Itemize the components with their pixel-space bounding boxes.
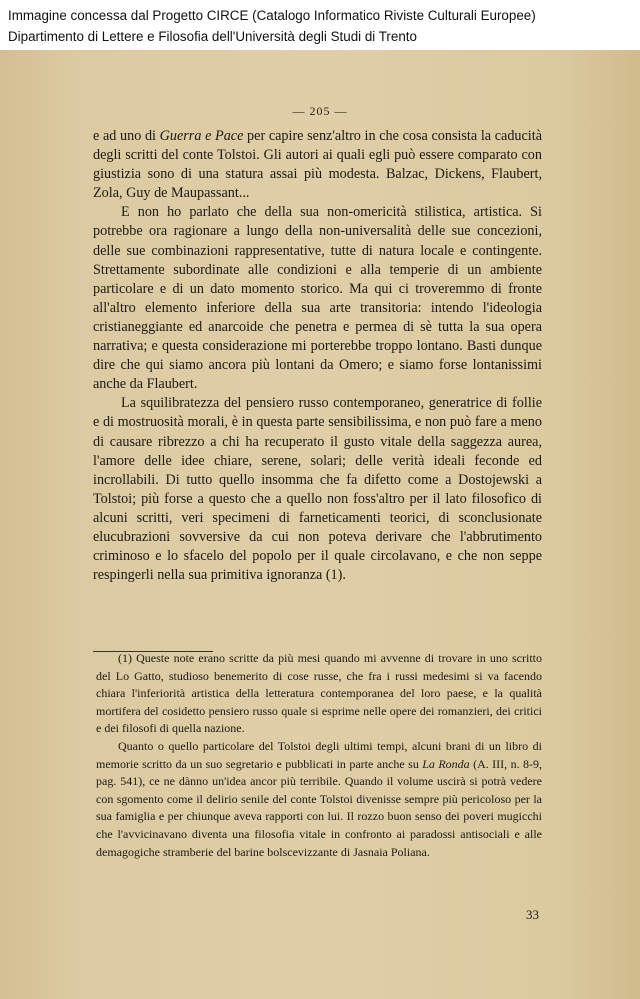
footnote-2-text-b: (A. III, n. 8-9, pag. 541), ce ne dànno un'idea ancor più terribile. Quando il volume uscirà si potrà vedere con sgomento come il delirio senile del conte Tolstoi divenisse sempre più pericoloso per la sua famiglia e per chiunque aveva rapporti con lui. Il rozzo buon senso dei poveri mugicchi che l'avvicinavano diventa una filosofia vitale in confronto ai paradossi antisociali e alle demagogiche stramberie del barine bolscevizzante di Jasnaia Poliana. (96, 756, 542, 859)
paragraph-1-text-b: per capire senz'altro in che cosa consista la caducità degli scritti del conte Tolstoi. Gli autori ai quali egli può essere comparato con giustizia sono di una statura assai più modesta. Balzac, Dickens, Flaubert, Zola, Guy de Maupassant... (93, 128, 542, 202)
page-header-number: — 205 — (292, 104, 348, 118)
footnote-2-text-a: Quanto o quello particolare del Tolstoi degli ultimi tempi, alcuni brani di un libro di memorie scritto da un suo segretario e pubblicati in parte anche su (96, 738, 542, 771)
copyright-banner (0, 0, 640, 50)
paragraph-1 (93, 127, 542, 203)
paragraph-2: E non ho parlato che della sua non-omericità stilistica, artistica. Si potrebbe ora ragionare a lungo della non-universalità delle sue concezioni, delle sue combinazioni rappresentative, tutte di natura locale e contingente. Strettamente subordinate alle condizioni e alla temperie di un ambiente particolare e di un dato momento storico. Ma qui ci troveremmo di fronte all'altro elemento inferiore della sua arte transitoria: intendo l'ideologia cristianeggiante ed anarcoide che penetra e permea di sè tutta la sua opera narrativa; e questa considerazione mi porterebbe troppo lontano. Basti dunque dire che qui siamo ancora più lontani da Omero; e siamo forse lontanissimi anche da Flaubert. (93, 204, 542, 393)
paragraph-3: La squilibratezza del pensiero russo contemporaneo, generatrice di follie e di mostruosità morali, è in questa parte sensibilissima, e non può fare a meno di causare ribrezzo a chi ha recuperato il gusto vitale della saggezza aurea, l'amore delle idee chiare, serene, solari; delle verità ideali feconde ed incrollabili. Di tutto quello insomma che fa difetto come a Dostojewski a Tolstoi; più forse a questo che a quello non foss'altro per il lato filosofico di alcuni scritti, veri specimeni di farneticamenti teorici, di sconclusionate elucubrazioni sovversive da cui non poteva derivare che l'abbrutimento criminoso e lo sfacelo del popolo per il quale circolavano, e che non seppe respingerli nella sua primitiva ignoranza (1). (93, 395, 542, 584)
footnotes (96, 650, 542, 861)
paragraph-1-italic-title: Guerra e Pace (159, 128, 244, 144)
banner-line-2: Dipartimento di Lettere e Filosofia dell'Università degli Studi di Trento (8, 29, 417, 44)
footnote-2 (96, 738, 542, 861)
main-text (93, 127, 542, 585)
footnote-1: (1) Queste note erano scritte da più mesi quando mi avvenne di trovare in uno scritto del Lo Gatto, studioso benemerito di cose russe, che fra i russi medesimi si va facendo chiara l'inferiorità artistica della letteratura contemporanea del loro paese, e la qualità mortifera del cosidetto pensiero russo quale si esprime nelle opere dei romanzieri, dei critici e dei filosofi di quella nazione. (96, 651, 542, 736)
folio-number: 33 (526, 907, 539, 922)
scanned-page (0, 50, 640, 999)
banner-line-1: Immagine concessa dal Progetto CIRCE (Catalogo Informatico Riviste Culturali Europee) (8, 8, 536, 23)
paragraph-1-text-a: e ad uno di (93, 128, 160, 144)
footnote-2-italic-title: La Ronda (422, 756, 470, 771)
